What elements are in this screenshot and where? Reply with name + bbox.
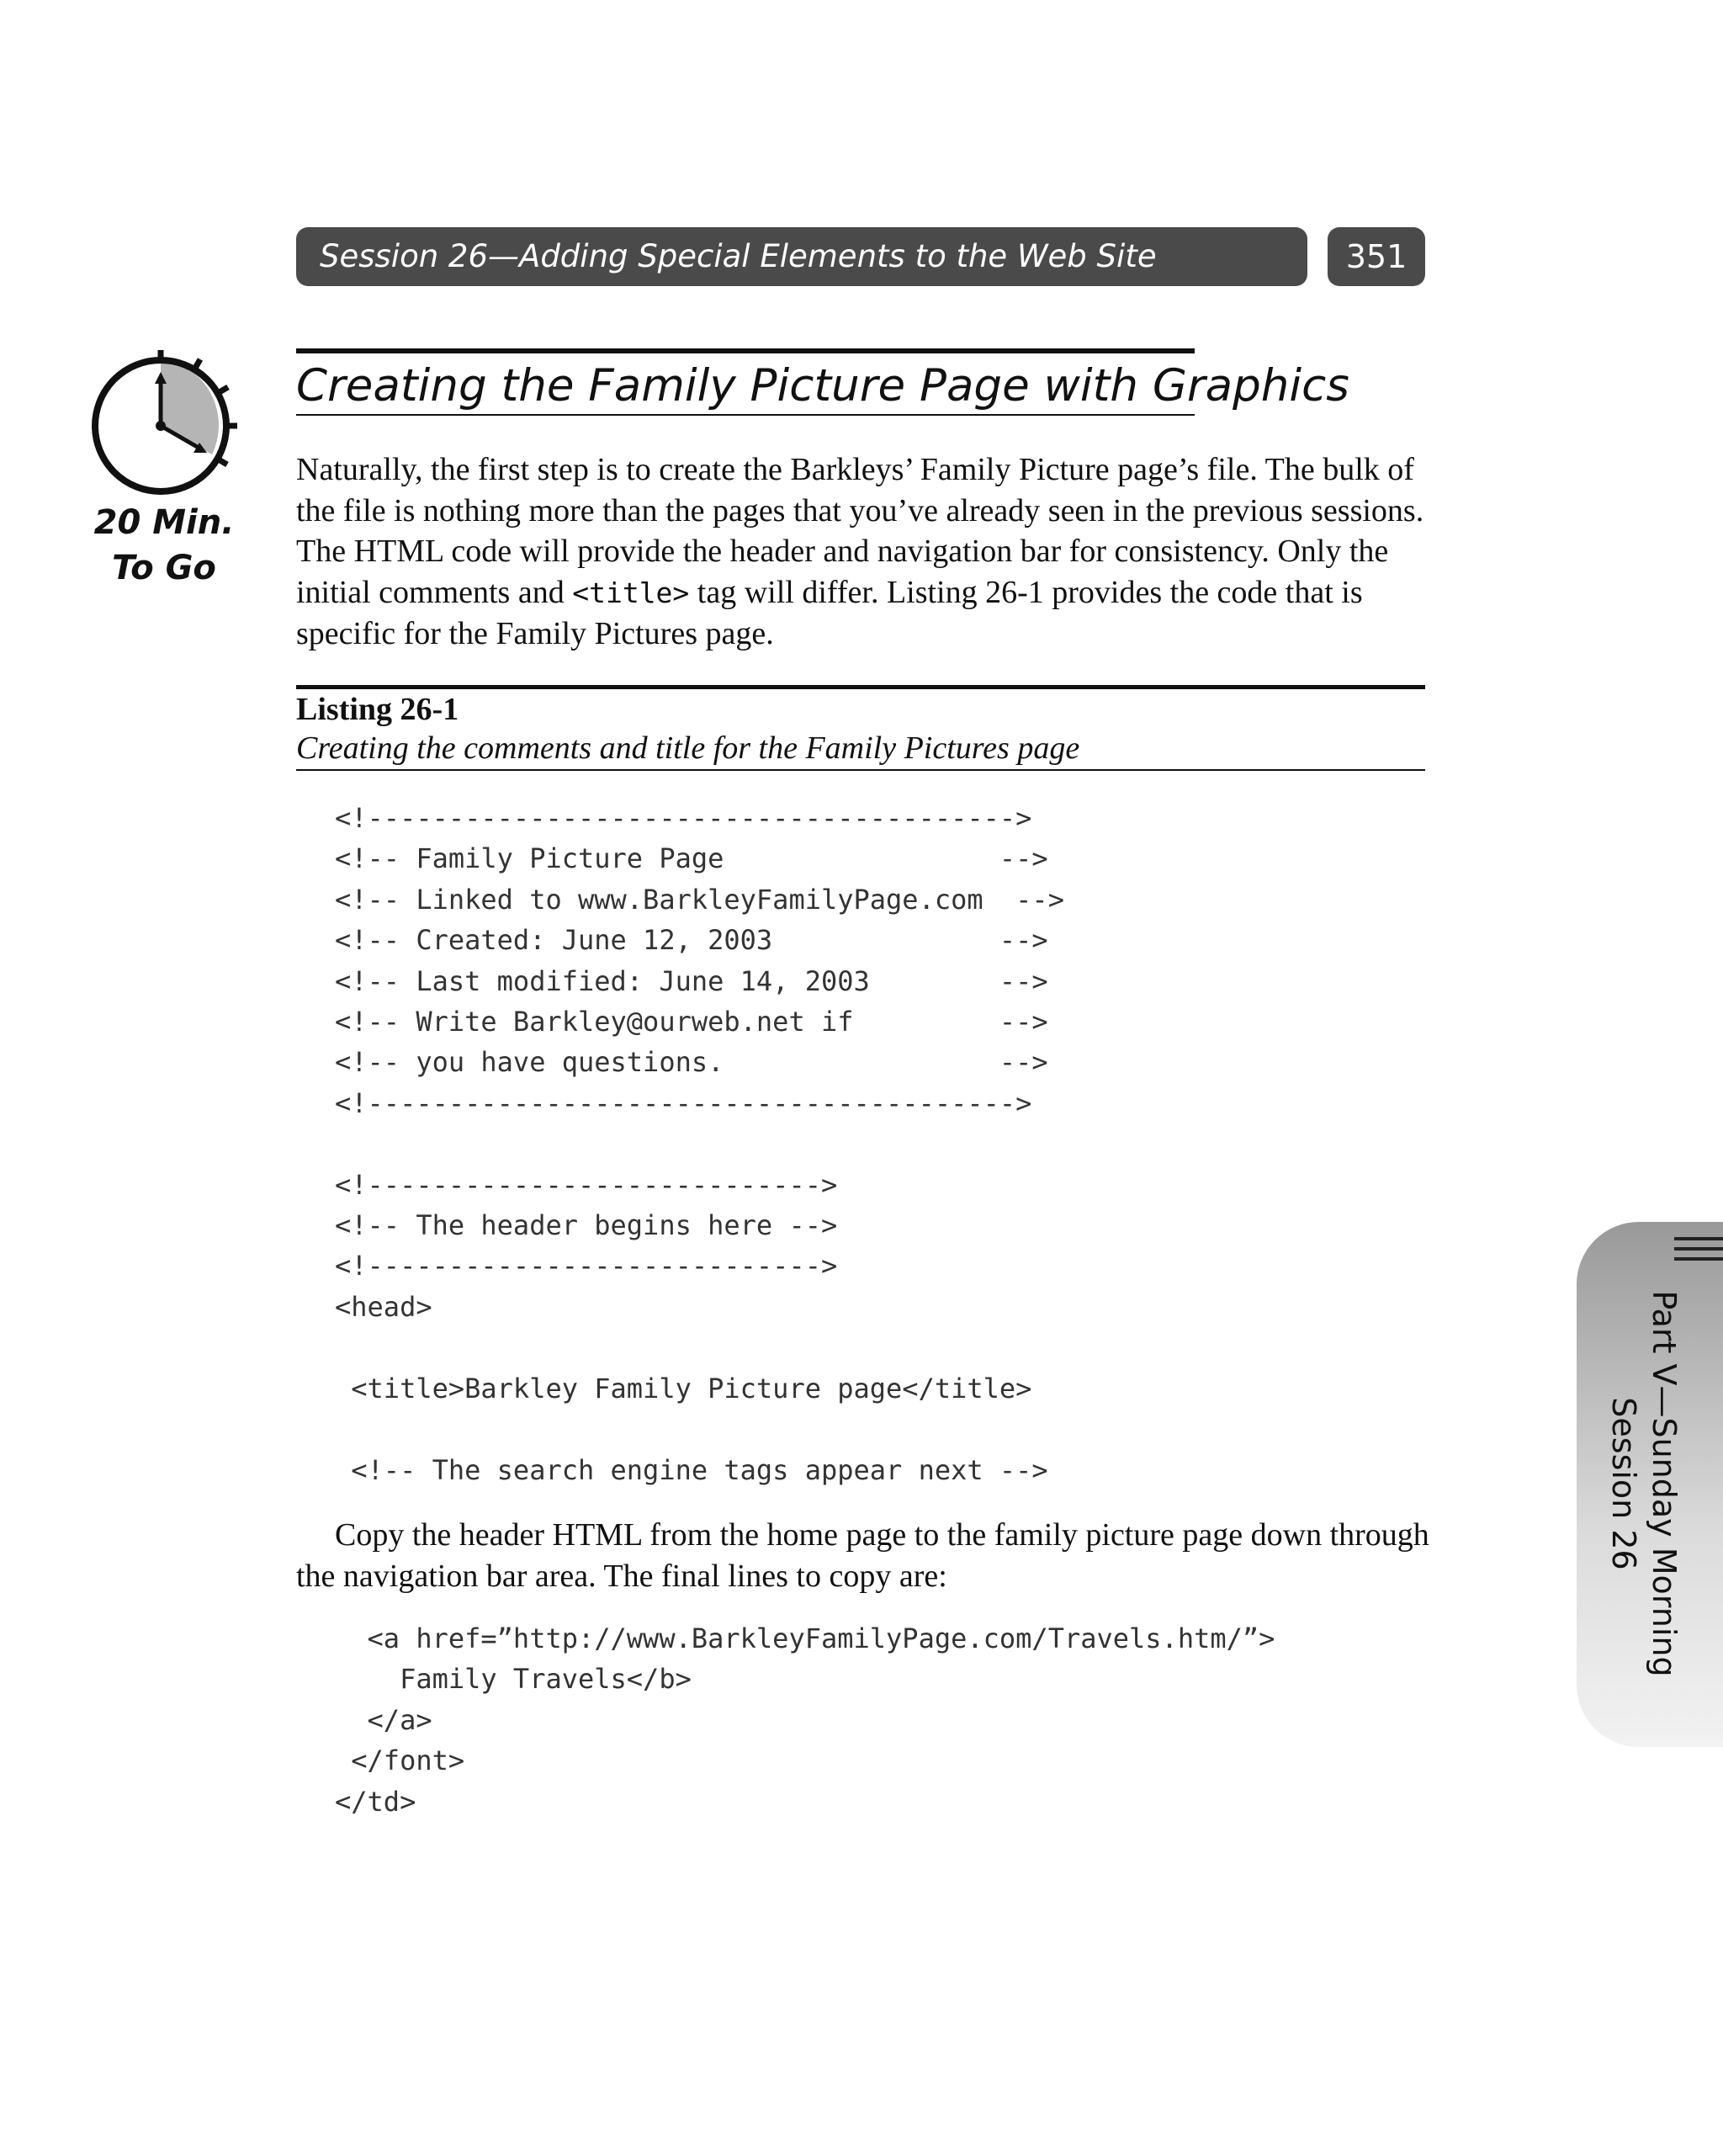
running-header-title: Session 26—Adding Special Elements to the Web Site — [320, 238, 1157, 274]
code-snippet: <a href=”http://www.BarkleyFamilyPage.com/Travels.htm/”> Family Travels</b> </a> </font> </td> — [335, 1622, 1275, 1818]
part-tab-line1: Part V—Sunday Morning — [1646, 1290, 1683, 1677]
heading-rule-top — [296, 348, 1195, 353]
intro-text-after: tag will differ. Listing 26-1 provides the code that is specific for the Family Pictures page. — [296, 574, 1363, 651]
section-heading: Creating the Family Picture Page with Graphics — [296, 360, 1349, 412]
stopwatch-icon — [87, 348, 244, 497]
part-tab-line2: Session 26 — [1605, 1397, 1642, 1570]
heading-rule-bottom — [296, 414, 1195, 416]
code-listing: <!----------------------------------------> <!-- Family Picture Page --> <!-- Linked to www.BarkleyFamilyPage.com --> <!-- Created: June 12, 2003 --> <!-- Last modified: June 14, 2003 --> <!-- Write Barkley@ourweb.net if --> <!-- you have questions. --> <!----------------------------------------> <!----------------------------> <!-- The header begins here --> <!----------------------------> <head> <title>Barkley Family Picture page</title> <!-- The search engine tags appear next --> — [335, 802, 1064, 1486]
listing-caption: Creating the comments and title for the Family Pictures page — [296, 730, 1080, 766]
follow-up-text: Copy the header HTML from the home page to the family picture page down through the navigation bar area. The final lines to copy are: — [296, 1517, 1429, 1594]
intro-paragraph — [296, 449, 1432, 655]
page-number: 351 — [1328, 227, 1425, 286]
follow-up-paragraph — [296, 1515, 1432, 1596]
part-tab-label — [1604, 1231, 1684, 1736]
listing-label: Listing 26-1 — [296, 692, 459, 727]
timer-label — [80, 500, 248, 591]
listing-rule-top — [296, 685, 1425, 689]
listing-rule-bottom — [296, 769, 1425, 771]
running-header-bar — [296, 227, 1307, 286]
timer-label-line1: 20 Min. — [93, 503, 235, 542]
timer-label-line2: To Go — [112, 549, 216, 587]
intro-text-before: Naturally, the first step is to create the Barkleys’ Family Picture page’s file. The bulk of the file is nothing more than the pages that you’ve already seen in the previous sessions. The HTML code will provide the header and navigation bar for consistency. Only the initial comments and — [296, 452, 1424, 610]
intro-inline-code: <title> — [572, 576, 690, 609]
